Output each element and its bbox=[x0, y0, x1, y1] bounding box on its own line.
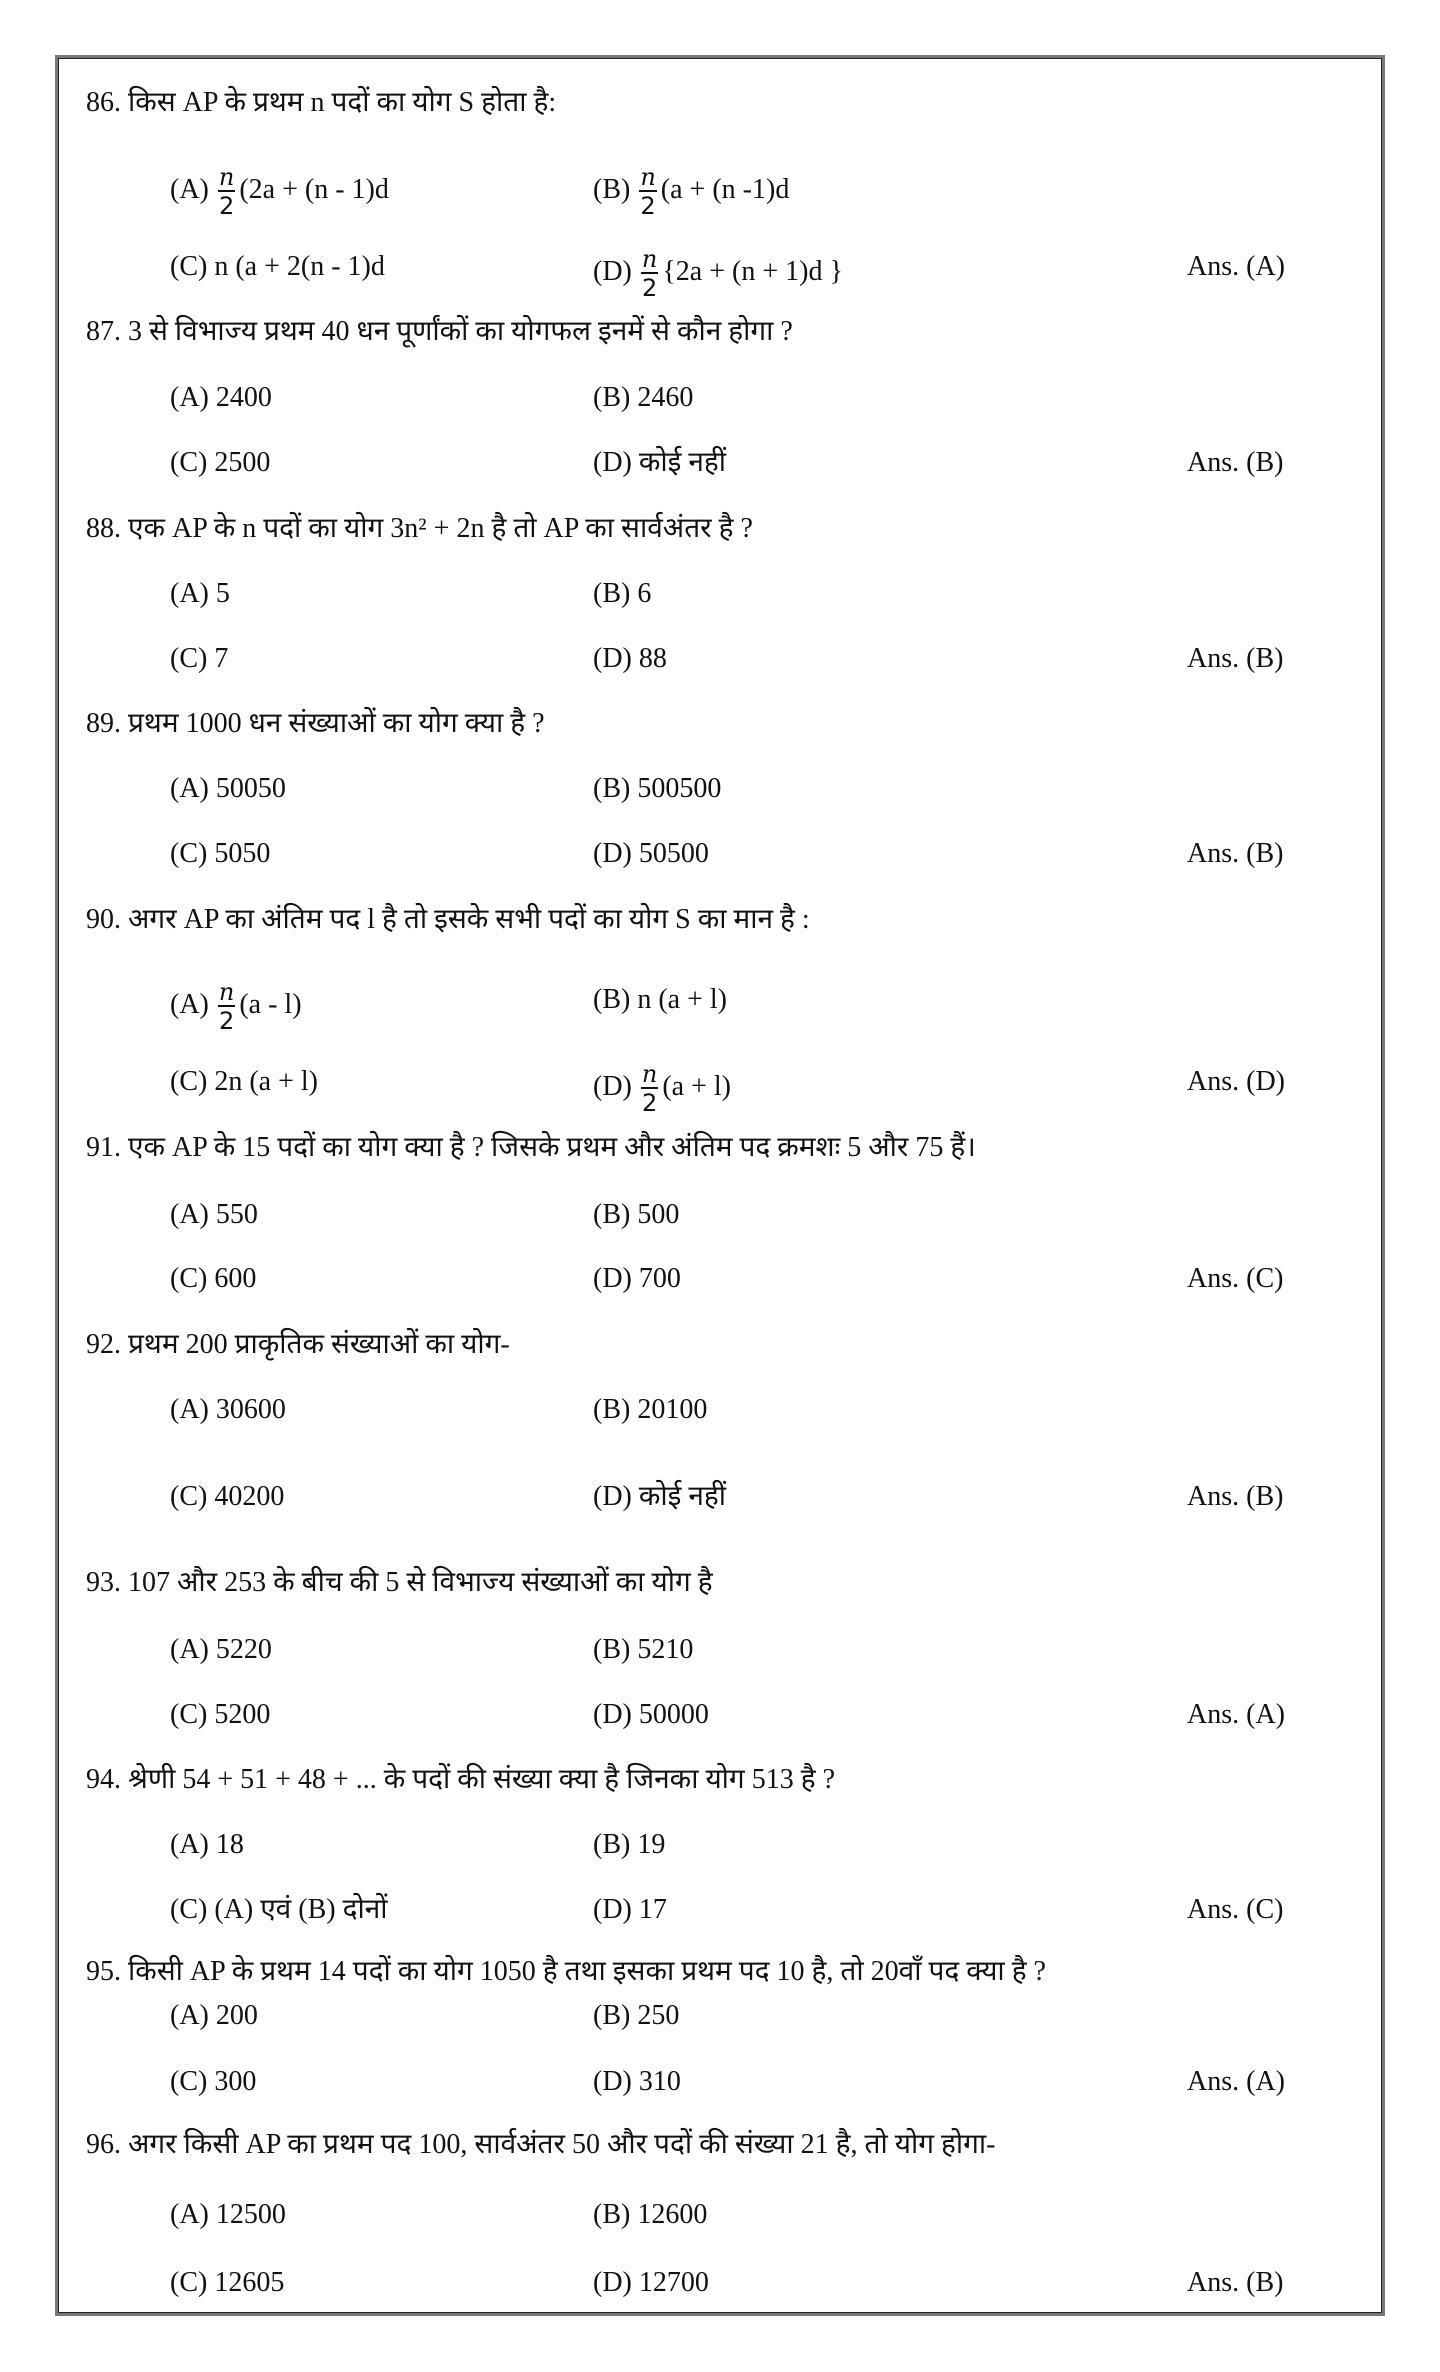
option-value: 30600 bbox=[215, 1394, 286, 1425]
option-a[interactable] bbox=[170, 1996, 258, 2036]
option-value: 7 bbox=[214, 643, 229, 674]
option-label: (C) bbox=[170, 2267, 208, 2298]
option-c[interactable] bbox=[170, 639, 228, 679]
option-value: 2400 bbox=[215, 382, 272, 413]
option-label: (A) bbox=[170, 173, 209, 205]
fraction-numerator: n bbox=[641, 1060, 658, 1088]
option-value: (a - l) bbox=[239, 988, 302, 1020]
option-b[interactable] bbox=[593, 2195, 707, 2235]
option-label: (A) bbox=[170, 578, 209, 609]
option-value: 50500 bbox=[638, 838, 709, 869]
option-c[interactable] bbox=[170, 1695, 270, 1735]
option-label: (A) bbox=[170, 1394, 209, 1425]
option-value: 50050 bbox=[215, 773, 286, 804]
option-label: (C) bbox=[170, 1894, 208, 1925]
option-a[interactable] bbox=[170, 978, 302, 1035]
option-value: (2a + (n - 1)d bbox=[239, 173, 389, 205]
option-value: 12500 bbox=[215, 2199, 286, 2230]
option-a[interactable] bbox=[170, 2195, 286, 2235]
option-d[interactable] bbox=[593, 1259, 681, 1299]
fraction-numerator: n bbox=[640, 163, 656, 191]
option-c[interactable] bbox=[170, 2062, 256, 2102]
option-b[interactable] bbox=[593, 980, 727, 1020]
option-value: 550 bbox=[215, 1199, 258, 1230]
option-c[interactable] bbox=[170, 1259, 256, 1299]
question-body: प्रथम 200 प्राकृतिक संख्याओं का योग- bbox=[128, 1329, 510, 1360]
option-label: (D) bbox=[593, 2267, 632, 2298]
option-value: n (a + 2(n - 1)d bbox=[214, 251, 385, 282]
option-label: (C) bbox=[170, 838, 208, 869]
option-value: कोई नहीं bbox=[638, 447, 727, 478]
fraction bbox=[641, 1062, 658, 1115]
question-body: किसी AP के प्रथम 14 पदों का योग 1050 है तथा इसका प्रथम पद 10 है, तो 20वाँ पद क्या है ? bbox=[128, 1956, 1046, 1987]
option-value: 5 bbox=[215, 578, 230, 609]
option-b[interactable] bbox=[593, 1825, 665, 1865]
question-number: 90. bbox=[86, 904, 121, 935]
question-text bbox=[86, 312, 793, 352]
option-d[interactable] bbox=[593, 834, 709, 874]
option-value: (a + l) bbox=[662, 1070, 731, 1102]
option-label: (A) bbox=[170, 773, 209, 804]
option-label: (C) bbox=[170, 1481, 208, 1512]
option-c[interactable] bbox=[170, 443, 270, 483]
option-c[interactable] bbox=[170, 834, 270, 874]
option-d[interactable] bbox=[593, 639, 667, 679]
option-label: (C) bbox=[170, 2066, 208, 2097]
option-d[interactable] bbox=[593, 2263, 709, 2303]
option-value: 5050 bbox=[214, 838, 271, 869]
option-value: 5210 bbox=[637, 1634, 694, 1665]
question-text bbox=[86, 1952, 1046, 1992]
option-value: 5220 bbox=[215, 1634, 272, 1665]
option-value: 20100 bbox=[637, 1394, 708, 1425]
option-a[interactable] bbox=[170, 163, 389, 220]
question-number: 94. bbox=[86, 1764, 121, 1795]
option-d[interactable] bbox=[593, 1890, 667, 1930]
option-d[interactable] bbox=[593, 1060, 731, 1117]
question-number: 88. bbox=[86, 513, 121, 544]
option-b[interactable] bbox=[593, 163, 790, 220]
option-label: (C) bbox=[170, 1699, 208, 1730]
fraction bbox=[641, 247, 658, 300]
option-label: (D) bbox=[593, 2066, 632, 2097]
fraction-numerator: n bbox=[641, 245, 658, 273]
option-label: (C) bbox=[170, 251, 208, 282]
fraction bbox=[218, 980, 235, 1033]
option-label: (A) bbox=[170, 2000, 209, 2031]
option-value: 500 bbox=[637, 1199, 680, 1230]
question-text bbox=[86, 2125, 995, 2165]
option-label: (D) bbox=[593, 1699, 632, 1730]
question-body: 3 से विभाज्य प्रथम 40 धन पूर्णांकों का योगफल इनमें से कौन होगा ? bbox=[128, 316, 793, 347]
option-a[interactable] bbox=[170, 378, 272, 418]
option-value: {2a + (n + 1)d } bbox=[662, 255, 843, 287]
answer-key: Ans. (A) bbox=[1187, 2066, 1285, 2097]
option-label: (D) bbox=[593, 1070, 632, 1102]
option-value: 600 bbox=[214, 1263, 257, 1294]
option-value: 6 bbox=[637, 578, 652, 609]
question-text bbox=[86, 1128, 976, 1168]
question-text bbox=[86, 704, 545, 744]
answer-key: Ans. (B) bbox=[1187, 2267, 1284, 2298]
question-body: एक AP के 15 पदों का योग क्या है ? जिसके प्रथम और अंतिम पद क्रमशः 5 और 75 हैं। bbox=[128, 1132, 976, 1163]
question-text bbox=[86, 509, 753, 549]
option-value: n (a + l) bbox=[637, 984, 727, 1015]
question-body: प्रथम 1000 धन संख्याओं का योग क्या है ? bbox=[128, 708, 545, 739]
option-c[interactable] bbox=[170, 2263, 284, 2303]
answer-key: Ans. (B) bbox=[1187, 1481, 1284, 1512]
option-value: 17 bbox=[638, 1894, 667, 1925]
option-d[interactable] bbox=[593, 1695, 709, 1735]
option-value: (A) एवं (B) दोनों bbox=[214, 1894, 388, 1925]
fraction-denominator: 2 bbox=[641, 274, 658, 302]
option-label: (D) bbox=[593, 838, 632, 869]
option-label: (D) bbox=[593, 255, 632, 287]
option-b[interactable] bbox=[593, 574, 651, 614]
option-label: (A) bbox=[170, 382, 209, 413]
option-label: (A) bbox=[170, 988, 209, 1020]
option-value: 50000 bbox=[638, 1699, 709, 1730]
option-value: 310 bbox=[638, 2066, 681, 2097]
option-value: 18 bbox=[215, 1829, 244, 1860]
option-a[interactable] bbox=[170, 574, 230, 614]
option-c[interactable] bbox=[170, 1062, 318, 1102]
option-d[interactable] bbox=[593, 2062, 681, 2102]
option-a[interactable] bbox=[170, 1195, 258, 1235]
answer-key: Ans. (B) bbox=[1187, 447, 1284, 478]
question-body: 107 और 253 के बीच की 5 से विभाज्य संख्याओं का योग है bbox=[128, 1567, 713, 1598]
option-label: (B) bbox=[593, 578, 631, 609]
option-label: (B) bbox=[593, 1829, 631, 1860]
option-a[interactable] bbox=[170, 1825, 244, 1865]
option-value: 250 bbox=[637, 2000, 680, 2031]
option-value: कोई नहीं bbox=[638, 1481, 727, 1512]
question-text bbox=[86, 1325, 510, 1365]
option-c[interactable] bbox=[170, 247, 385, 287]
option-value: 5200 bbox=[214, 1699, 271, 1730]
option-b[interactable] bbox=[593, 378, 693, 418]
option-c[interactable] bbox=[170, 1890, 388, 1930]
option-label: (D) bbox=[593, 1894, 632, 1925]
question-number: 91. bbox=[86, 1132, 121, 1163]
option-value: 300 bbox=[214, 2066, 257, 2097]
option-label: (C) bbox=[170, 1066, 208, 1097]
question-body: किस AP के प्रथम n पदों का योग S होता है: bbox=[128, 87, 557, 118]
answer-key: Ans. (B) bbox=[1187, 643, 1284, 674]
fraction bbox=[639, 165, 656, 218]
option-label: (A) bbox=[170, 1634, 209, 1665]
option-value: 700 bbox=[638, 1263, 681, 1294]
question-body: अगर किसी AP का प्रथम पद 100, सार्वअंतर 50 और पदों की संख्या 21 है, तो योग होगा- bbox=[128, 2129, 996, 2160]
option-value: (a + (n -1)d bbox=[660, 173, 790, 205]
option-value: 12600 bbox=[637, 2199, 708, 2230]
option-label: (B) bbox=[593, 1634, 631, 1665]
option-label: (D) bbox=[593, 1481, 632, 1512]
answer-key: Ans. (C) bbox=[1187, 1263, 1284, 1294]
question-number: 92. bbox=[86, 1329, 121, 1360]
question-body: एक AP के n पदों का योग 3n² + 2n है तो AP का सार्वअंतर है ? bbox=[128, 513, 753, 544]
option-value: 19 bbox=[637, 1829, 666, 1860]
option-value: 2500 bbox=[214, 447, 271, 478]
option-label: (D) bbox=[593, 643, 632, 674]
question-text bbox=[86, 1760, 835, 1800]
fraction bbox=[218, 165, 235, 218]
question-number: 87. bbox=[86, 316, 121, 347]
answer-key: Ans. (D) bbox=[1187, 1066, 1285, 1097]
fraction-numerator: n bbox=[218, 978, 235, 1006]
question-body: श्रेणी 54 + 51 + 48 + ... के पदों की संख्या क्या है जिनका योग 513 है ? bbox=[128, 1764, 835, 1795]
option-value: 88 bbox=[638, 643, 667, 674]
option-label: (B) bbox=[593, 173, 631, 205]
option-value: 12700 bbox=[638, 2267, 709, 2298]
answer-key: Ans. (C) bbox=[1187, 1894, 1284, 1925]
question-number: 89. bbox=[86, 708, 121, 739]
question-number: 96. bbox=[86, 2129, 121, 2160]
question-text bbox=[86, 83, 556, 123]
option-b[interactable] bbox=[593, 769, 721, 809]
option-label: (D) bbox=[593, 1263, 632, 1294]
option-label: (B) bbox=[593, 1199, 631, 1230]
option-value: 2n (a + l) bbox=[214, 1066, 318, 1097]
option-label: (C) bbox=[170, 1263, 208, 1294]
fraction-numerator: n bbox=[218, 163, 235, 191]
question-number: 95. bbox=[86, 1956, 121, 1987]
option-label: (C) bbox=[170, 447, 208, 478]
question-body: अगर AP का अंतिम पद l है तो इसके सभी पदों का योग S का मान है : bbox=[128, 904, 810, 935]
option-value: 200 bbox=[215, 2000, 258, 2031]
option-label: (B) bbox=[593, 2199, 631, 2230]
option-label: (B) bbox=[593, 984, 631, 1015]
option-value: 12605 bbox=[214, 2267, 285, 2298]
fraction-denominator: 2 bbox=[640, 192, 656, 220]
fraction-denominator: 2 bbox=[218, 192, 235, 220]
option-label: (B) bbox=[593, 1394, 631, 1425]
option-value: 40200 bbox=[214, 1481, 285, 1512]
option-d[interactable] bbox=[593, 1477, 726, 1517]
option-label: (D) bbox=[593, 447, 632, 478]
question-number: 86. bbox=[86, 87, 121, 118]
option-label: (A) bbox=[170, 1829, 209, 1860]
option-label: (B) bbox=[593, 382, 631, 413]
option-d[interactable] bbox=[593, 443, 726, 483]
option-b[interactable] bbox=[593, 1390, 707, 1430]
option-label: (B) bbox=[593, 773, 631, 804]
option-label: (A) bbox=[170, 1199, 209, 1230]
option-a[interactable] bbox=[170, 1390, 286, 1430]
answer-key: Ans. (A) bbox=[1187, 1699, 1285, 1730]
answer-key: Ans. (B) bbox=[1187, 838, 1284, 869]
option-label: (C) bbox=[170, 643, 208, 674]
option-value: 2460 bbox=[637, 382, 694, 413]
option-d[interactable] bbox=[593, 245, 843, 302]
fraction-denominator: 2 bbox=[641, 1089, 658, 1117]
question-number: 93. bbox=[86, 1567, 121, 1598]
question-text bbox=[86, 1563, 713, 1603]
option-label: (A) bbox=[170, 2199, 209, 2230]
option-label: (B) bbox=[593, 2000, 631, 2031]
option-b[interactable] bbox=[593, 1630, 693, 1670]
option-a[interactable] bbox=[170, 1630, 272, 1670]
option-value: 500500 bbox=[637, 773, 722, 804]
fraction-denominator: 2 bbox=[218, 1007, 235, 1035]
question-text bbox=[86, 900, 810, 940]
option-a[interactable] bbox=[170, 769, 286, 809]
option-b[interactable] bbox=[593, 1996, 679, 2036]
option-b[interactable] bbox=[593, 1195, 679, 1235]
answer-key: Ans. (A) bbox=[1187, 251, 1285, 282]
option-c[interactable] bbox=[170, 1477, 284, 1517]
